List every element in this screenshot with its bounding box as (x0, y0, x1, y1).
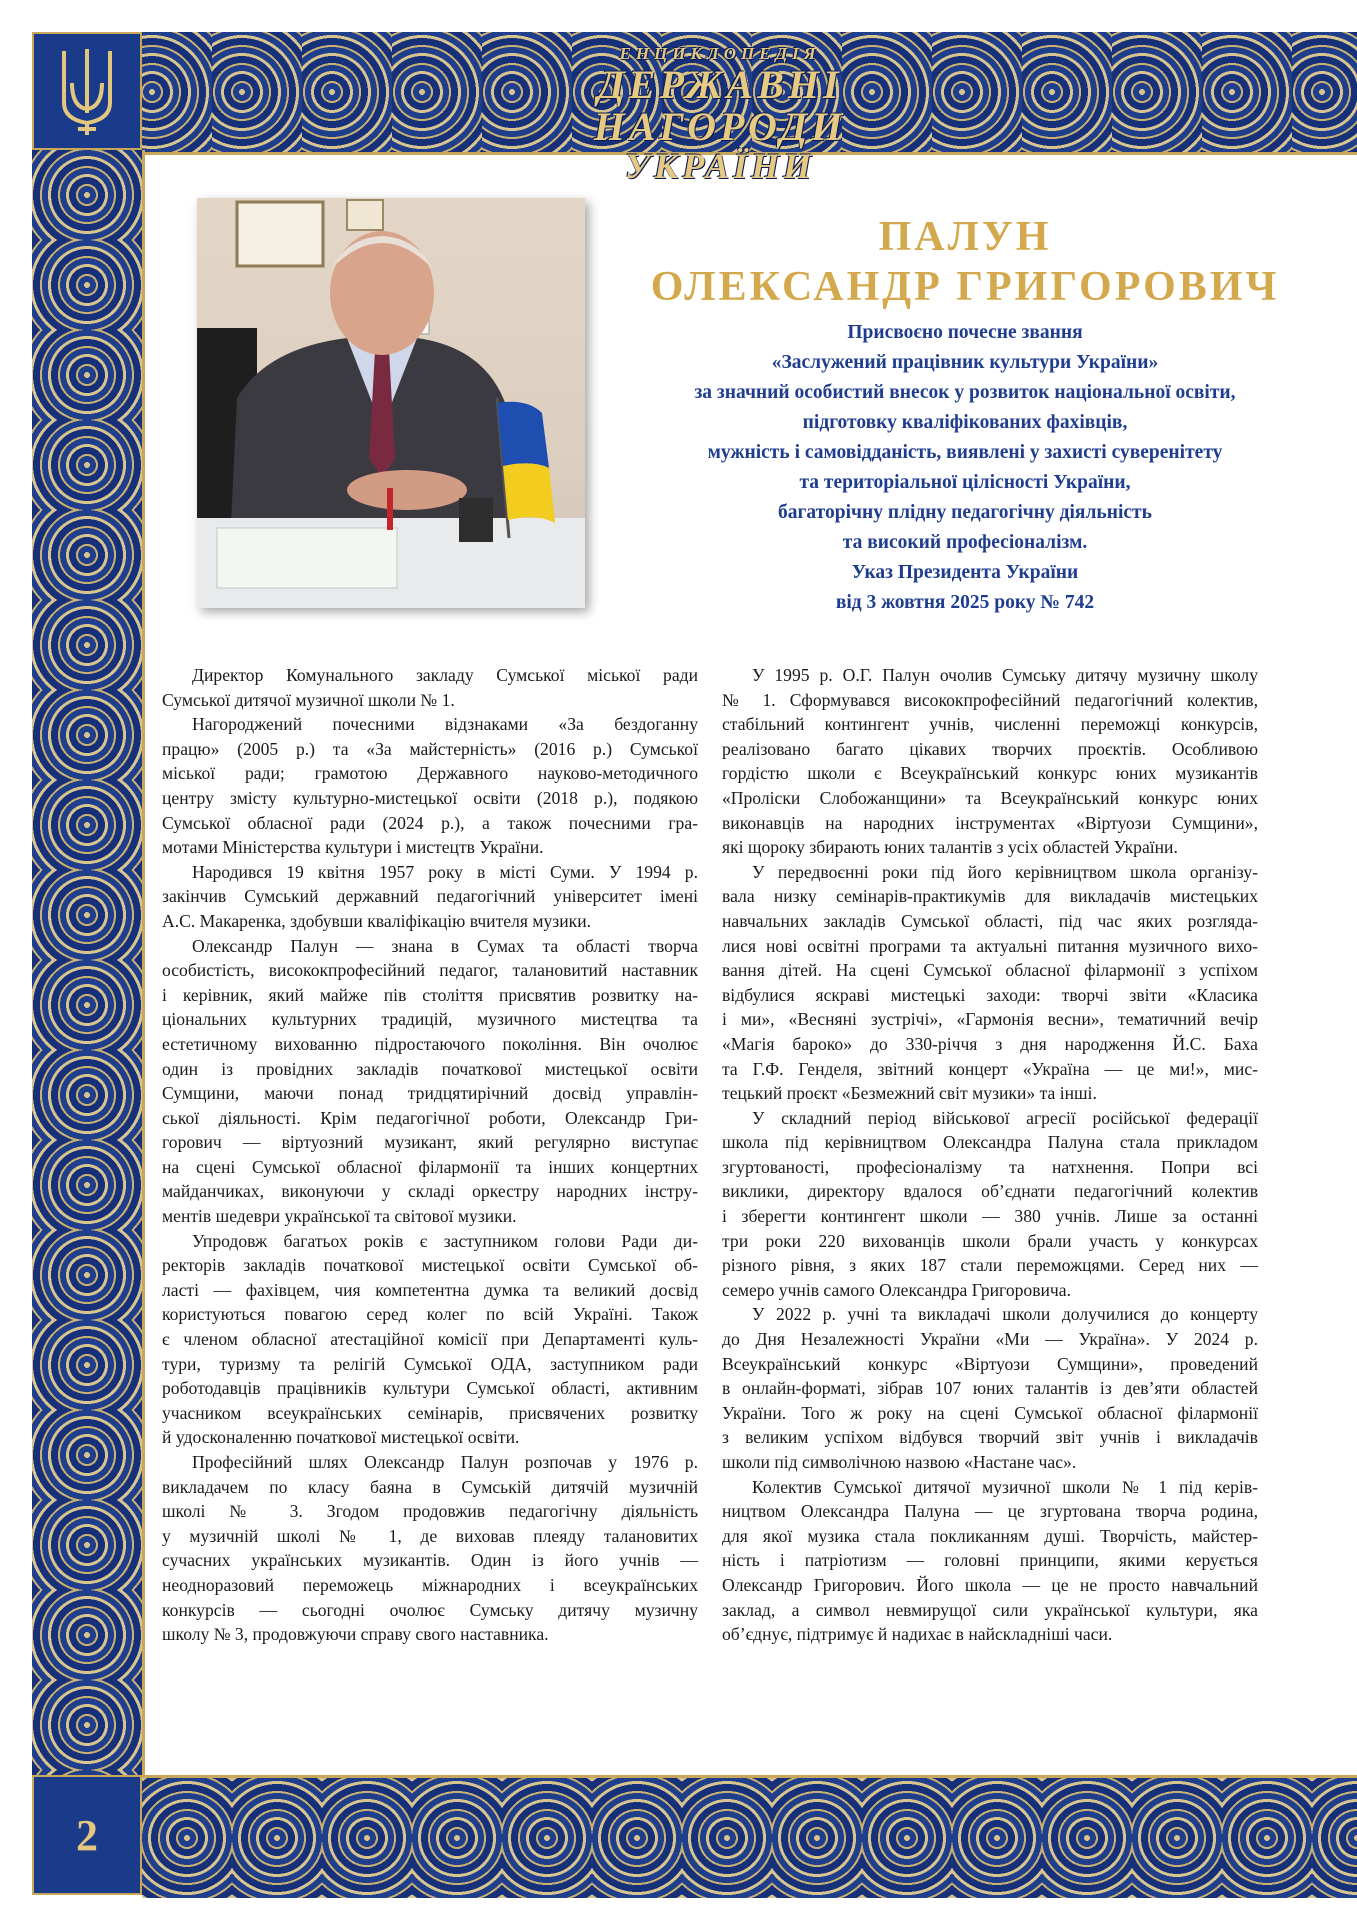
text-line: які щороку збирають юних талантів з усіх областей України. (722, 837, 1178, 858)
text-line: і керівник, який майже пів століття присвятив розвитку на- (162, 984, 698, 1005)
text-line: школа під керівництвом Олександра Палуна стала прикладом (722, 1132, 1258, 1153)
banner-line-1: ЕНЦИКЛОПЕДІЯ (619, 44, 821, 63)
text-line: працю» (2005 р.) та «За майстерність» (2016 р.) Сумської (162, 738, 698, 759)
award-line: підготовку кваліфікованих фахівців, (802, 412, 1128, 433)
text-line: об’єднує, підтримує й надихає в найскладніші часи. (722, 1624, 1113, 1645)
text-line: Всеукраїнський конкурс «Віртуози Сумщини», проведений (722, 1353, 1258, 1374)
text-line: центру змісту культурно-мистецької освіти (2018 р.), подякою (162, 787, 698, 808)
award-line: Указ Президента України (851, 562, 1079, 583)
text-line: вала низку семінарів-практикумів для викладачів мистецьких (722, 886, 1258, 907)
ornamental-border-left (32, 150, 145, 1780)
text-line: стабільний контингент учнів, численні переможці конкурсів, (722, 714, 1258, 735)
text-line: Сумської обласної ради (2024 р.), а також почесними гра- (162, 812, 698, 833)
text-line: виконавців на народних інструментах «Віртуози Сумщини», (722, 812, 1258, 833)
trident-icon (56, 43, 118, 139)
text-line: школу № 3, продовжуючи справу свого наставника. (162, 1624, 549, 1645)
text-line: Сумщини, маючи понад тридцятирічний досвід управлін- (162, 1083, 698, 1104)
text-line: Колектив Сумської дитячої музичної школи № 1 під керів- (752, 1476, 1258, 1497)
text-line: три роки 220 вихованців школи брали участь у конкурсах (722, 1230, 1258, 1251)
text-line: мотами Міністерства культури і мистецтв України. (162, 837, 544, 858)
text-line: горович — віртуозний музикант, який регулярно виступає (162, 1132, 698, 1153)
award-line: та територіальної цілісності України, (799, 472, 1131, 493)
page-number: 2 (32, 1775, 142, 1895)
coat-of-arms-emblem (32, 32, 142, 150)
text-line: заклад, а символ невмирущої сили української культури, яка (722, 1599, 1258, 1620)
banner-line-2: ДЕРЖАВНІ НАГОРОДИ (593, 62, 847, 149)
text-line: міської ради; грамотою Державного науково-методичного (162, 763, 698, 784)
text-line: роботодавців працівників культури Сумської області, активним (162, 1378, 698, 1399)
award-description (610, 318, 1320, 618)
text-line: користуються повагою серед колег по всій Україні. Також (162, 1304, 698, 1325)
text-line: гордістю школи є Всеукраїнський конкурс юних музикантів (722, 763, 1258, 784)
text-line: Професійний шлях Олександр Палун розпочав у 1976 р. (192, 1452, 698, 1472)
person-name (620, 212, 1310, 312)
text-line: і зберегти контингент школи — 380 учнів. Лише за останні (722, 1206, 1258, 1227)
text-line: один із провідних закладів початкової мистецької освіти (162, 1058, 698, 1079)
text-line: вання дітей. На сцені Сумської обласної філармонії з успіхом (722, 960, 1258, 981)
text-line: ність і патріотизм — головні принципи, якими керується (722, 1550, 1258, 1571)
text-line: і ми», «Весняні зустрічі», «Гармонія весни», тематичний вечір (722, 1009, 1258, 1030)
text-line: У 1995 р. О.Г. Палун очолив Сумську дитячу музичну школу (752, 665, 1258, 685)
text-line: ціональних культурних традицій, музичного мистецтва та (162, 1009, 698, 1030)
text-line: школи під символічною назвою «Настане час». (722, 1452, 1077, 1472)
text-line: тури, туризму та релігій Сумської ОДА, заступником ради (162, 1353, 698, 1374)
text-column-left (162, 663, 698, 1647)
text-line: є членом обласної атестаційної комісії при Департаменті куль- (162, 1329, 698, 1350)
text-line: ництвом Олександра Палуна — це згуртована творча родина, (722, 1501, 1258, 1522)
text-line: особистість, висококпрофесійний педагог, талановитий наставник (162, 960, 698, 981)
text-line: й удосконаленню початкової мистецької освіти. (162, 1427, 520, 1448)
text-line: ментів шедеври української та світової музики. (162, 1206, 517, 1227)
text-line: різного рівня, з яких 187 стали переможцями. Серед них — (722, 1255, 1258, 1276)
text-line: відбулися яскраві мистецькі заходи: творчі звіти «Класика (722, 984, 1258, 1005)
text-line: викладачем по класу баяна в Сумській дитячій музичній (162, 1476, 698, 1497)
text-line: Народився 19 квітня 1957 року в місті Суми. У 1994 р. (192, 861, 698, 882)
banner-line-3: УКРАЇНИ (624, 146, 816, 186)
award-line: багаторічну плідну педагогічну діяльність (778, 502, 1152, 523)
award-line: від 3 жовтня 2025 року № 742 (835, 592, 1095, 613)
text-line: естетичному вихованню підростаючого покоління. Він очолює (162, 1033, 698, 1054)
text-line: до Дня Незалежності України «Ми — Україна». У 2024 р. (722, 1329, 1258, 1350)
text-line: Нагороджений почесними відзнаками «За бездоганну (192, 714, 698, 735)
text-line: згуртованості, професіоналізму та натхнення. Попри всі (722, 1156, 1258, 1177)
text-line: реалізовано багато цікавих творчих проєктів. Особливою (722, 738, 1258, 759)
text-line: для якої музика стала покликанням душі. Творчість, майстер- (722, 1525, 1258, 1546)
text-line: тецький проєкт «Безмежний світ музики» та інші. (722, 1083, 1097, 1104)
text-line: «Магія бароко» до 330-річчя з дня народження Й.С. Баха (722, 1033, 1258, 1054)
text-line: школі № 3. Згодом продовжив педагогічну діяльність (162, 1501, 698, 1522)
text-line: в онлайн-форматі, зібрав 107 юних талантів із дев’яти областей (722, 1378, 1258, 1399)
text-line: «Проліски Слобожанщини» та Всеукраїнський конкурс юних (722, 787, 1258, 808)
person-surname: ПАЛУН (878, 214, 1052, 260)
award-line: «Заслужений працівник культури України» (771, 352, 1159, 373)
portrait-photo (197, 198, 585, 608)
text-line: У передвоєнні роки під його керівництвом школа організу- (752, 861, 1258, 882)
award-line: мужність і самовідданість, виявлені у захисті суверенітету (707, 442, 1223, 463)
text-column-right (722, 663, 1258, 1647)
award-line: за значний особистий внесок у розвиток національної освіти, (694, 382, 1236, 403)
encyclopedia-banner (480, 40, 960, 186)
award-line: Присвоєно почесне звання (847, 322, 1083, 343)
text-line: У 2022 р. учні та викладачі школи долучилися до концерту (752, 1304, 1258, 1325)
text-line: ласті — фахівцем, чия компетентна думка та великий досвід (162, 1279, 698, 1300)
text-line: на сцені Сумської обласної філармонії та інших концертних (162, 1156, 698, 1177)
text-line: України. Того ж року на сцені Сумської обласної філармонії (722, 1402, 1258, 1423)
text-line: неодноразовий переможець міжнародних і всеукраїнських (162, 1574, 698, 1595)
text-line: закінчив Сумський державний педагогічний університет імені (162, 886, 698, 907)
text-line: конкурсів — сьогодні очолює Сумську дитячу музичну (162, 1599, 698, 1620)
text-line: Олександр Григорович. Його школа — це не просто навчальний (722, 1574, 1258, 1595)
text-line: майданчиках, виконуючи у складі оркестру народних інстру- (162, 1181, 698, 1202)
text-line: Упродовж багатьох років є заступником голови Ради ди- (192, 1230, 698, 1251)
text-line: семеро учнів самого Олександра Григоровича. (722, 1279, 1071, 1300)
ornamental-border-bottom (142, 1775, 1357, 1898)
text-line: навчальних закладів Сумської області, під час яких розгляда- (722, 910, 1258, 931)
text-line: ректорів закладів початкової мистецької освіти Сумської об- (162, 1255, 698, 1276)
text-line: У складний період військової агресії російської федерації (752, 1107, 1258, 1128)
text-line: та Г.Ф. Генделя, звітний концерт «Україна — це ми!», мис- (722, 1058, 1258, 1079)
text-line: ської діяльності. Крім педагогічної роботи, Олександр Гри- (162, 1107, 698, 1128)
text-line: учасником всеукраїнських семінарів, присвячених розвитку (162, 1402, 698, 1423)
text-line: виклики, директору вдалося об’єднати педагогічний колектив (722, 1181, 1258, 1202)
text-line: з великим успіхом відбувся творчий звіт учнів і викладачів (722, 1427, 1258, 1448)
text-line: у музичній школі № 1, де виховав плеяду талановитих (162, 1525, 698, 1546)
text-line: сучасних українських музикантів. Один із його учнів — (162, 1550, 698, 1571)
text-line: А.С. Макаренка, здобувши кваліфікацію вчителя музики. (162, 910, 592, 931)
text-line: № 1. Сформувався висококпрофесійний педагогічний колектив, (722, 689, 1258, 710)
award-line: та високий професіоналізм. (842, 532, 1088, 553)
text-line: Олександр Палун — знана в Сумах та області творча (192, 935, 698, 956)
text-line: лися нові освітні програми та актуальні питання музичного вихо- (722, 935, 1258, 956)
text-line: Директор Комунального закладу Сумської міської ради (192, 665, 698, 685)
person-given-names: ОЛЕКСАНДР ГРИГОРОВИЧ (650, 264, 1280, 310)
text-line: Сумської дитячої музичної школи № 1. (162, 689, 455, 710)
